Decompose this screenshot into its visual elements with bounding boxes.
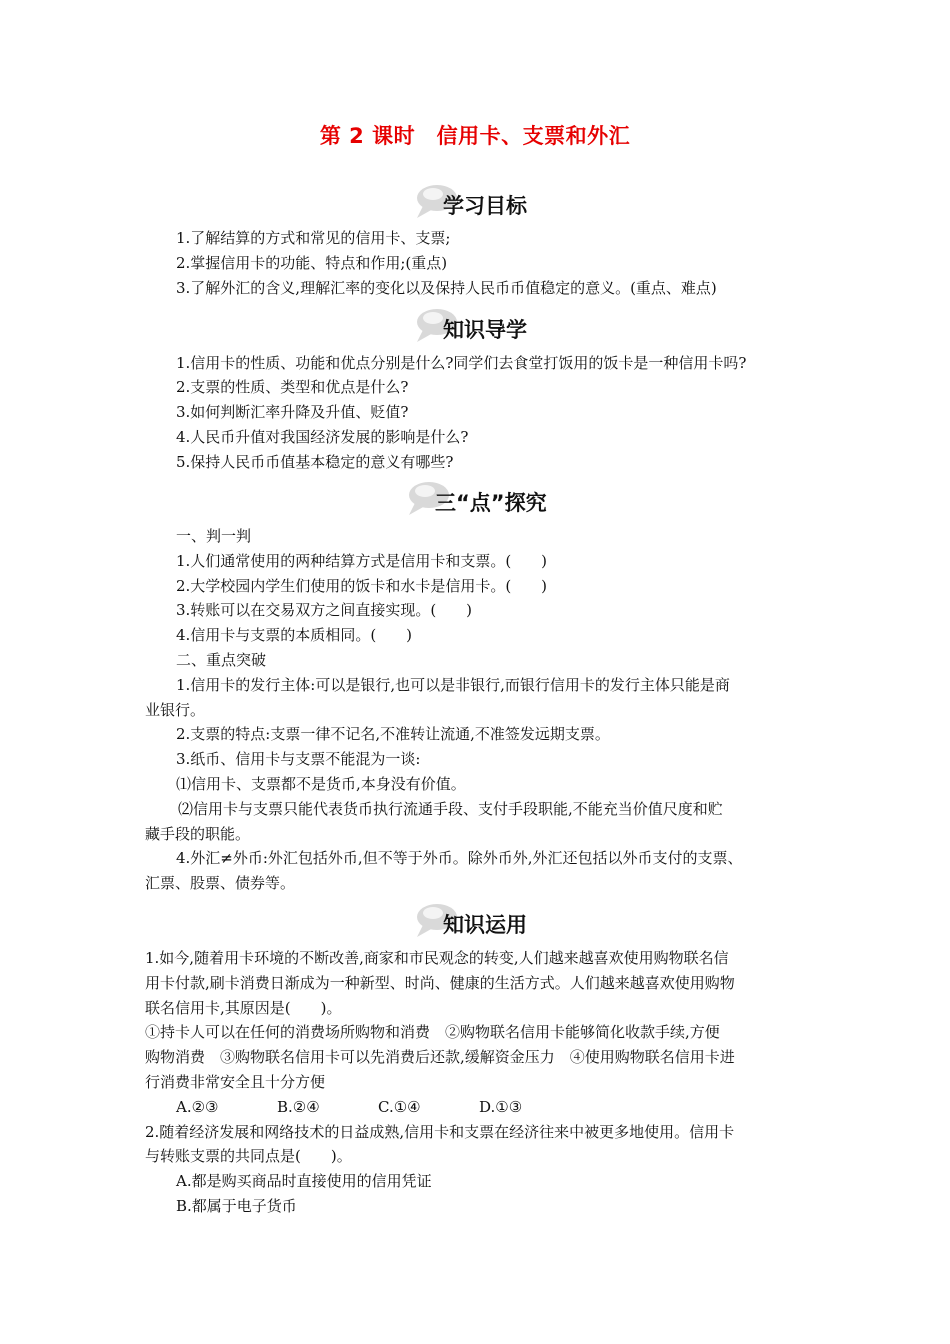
question-line: 联名信用卡,其原因是( )。	[145, 999, 342, 1017]
explore-line: ⑵信用卡与支票只能代表货币执行流通手段、支付手段职能,不能充当价值尺度和贮	[178, 800, 723, 818]
explore-line: 1.信用卡的发行主体:可以是银行,也可以是非银行,而银行信用卡的发行主体只能是商	[176, 676, 730, 694]
answer-option-c: C.①④	[378, 1098, 421, 1116]
explore-subheading: 二、重点突破	[176, 651, 267, 669]
guide-item: 1.信用卡的性质、功能和优点分别是什么?同学们去食堂打饭用的饭卡是一种信用卡吗?	[176, 354, 747, 372]
explore-line: 业银行。	[145, 701, 206, 719]
section-heading-objectives	[0, 182, 950, 222]
explore-line: 2.支票的特点:支票一律不记名,不准转让流通,不准签发远期支票。	[176, 725, 610, 743]
guide-item: 2.支票的性质、类型和优点是什么?	[176, 378, 409, 396]
answer-option-d: D.①③	[479, 1098, 523, 1116]
explore-line: 藏手段的职能。	[145, 825, 251, 843]
explore-line: 3.转账可以在交易双方之间直接实现。( )	[176, 601, 473, 619]
section-heading-apply	[0, 901, 950, 941]
objective-item: 2.掌握信用卡的功能、特点和作用;(重点)	[176, 254, 448, 272]
explore-line: ⑴信用卡、支票都不是货币,本身没有价值。	[176, 775, 466, 793]
explore-line: 1.人们通常使用的两种结算方式是信用卡和支票。( )	[176, 552, 548, 570]
section-heading-guide	[0, 306, 950, 346]
explore-line: 汇票、股票、债券等。	[145, 874, 296, 892]
question-choice: B.都属于电子货币	[176, 1197, 297, 1215]
question-line: 用卡付款,刷卡消费日渐成为一种新型、时尚、健康的生活方式。人们越来越喜欢使用购物	[145, 974, 735, 992]
question-line: 购物消费 ③购物联名信用卡可以先消费后还款,缓解资金压力 ④使用购物联名信用卡进	[145, 1048, 735, 1066]
section-heading-text: 学习目标	[443, 194, 527, 218]
explore-line: 2.大学校园内学生们使用的饭卡和水卡是信用卡。( )	[176, 577, 548, 595]
question-line: 1.如今,随着用卡环境的不断改善,商家和市民观念的转变,人们越来越喜欢使用购物联名信	[145, 949, 729, 967]
answer-option-a: A.②③	[176, 1098, 219, 1116]
section-heading-text: 三“点”探究	[435, 491, 547, 515]
guide-item: 4.人民币升值对我国经济发展的影响是什么?	[176, 428, 469, 446]
question-line: 2.随着经济发展和网络技术的日益成熟,信用卡和支票在经济往来中被更多地使用。信用卡	[145, 1123, 735, 1141]
section-heading-text: 知识导学	[443, 318, 527, 342]
guide-item: 5.保持人民币币值基本稳定的意义有哪些?	[176, 453, 454, 471]
section-heading-text: 知识运用	[443, 913, 527, 937]
objective-item: 3.了解外汇的含义,理解汇率的变化以及保持人民币币值稳定的意义。(重点、难点)	[176, 279, 717, 297]
explore-line: 4.外汇≠外币:外汇包括外币,但不等于外币。除外币外,外汇还包括以外币支付的支票、	[176, 849, 743, 867]
explore-line: 3.纸币、信用卡与支票不能混为一谈:	[176, 750, 421, 768]
guide-item: 3.如何判断汇率升降及升值、贬值?	[176, 403, 409, 421]
question-line: ①持卡人可以在任何的消费场所购物和消费 ②购物联名信用卡能够简化收款手续,方便	[145, 1023, 720, 1041]
page-title: 第 2 课时 信用卡、支票和外汇	[319, 124, 631, 148]
section-heading-explore	[0, 479, 950, 519]
explore-subheading: 一、判一判	[176, 527, 252, 545]
explore-line: 4.信用卡与支票的本质相同。( )	[176, 626, 413, 644]
question-line: 与转账支票的共同点是( )。	[145, 1147, 352, 1165]
objective-item: 1.了解结算的方式和常见的信用卡、支票;	[176, 229, 451, 247]
question-line: 行消费非常安全且十分方便	[145, 1073, 326, 1091]
question-choice: A.都是购买商品时直接使用的信用凭证	[176, 1172, 432, 1190]
answer-option-b: B.②④	[277, 1098, 320, 1116]
